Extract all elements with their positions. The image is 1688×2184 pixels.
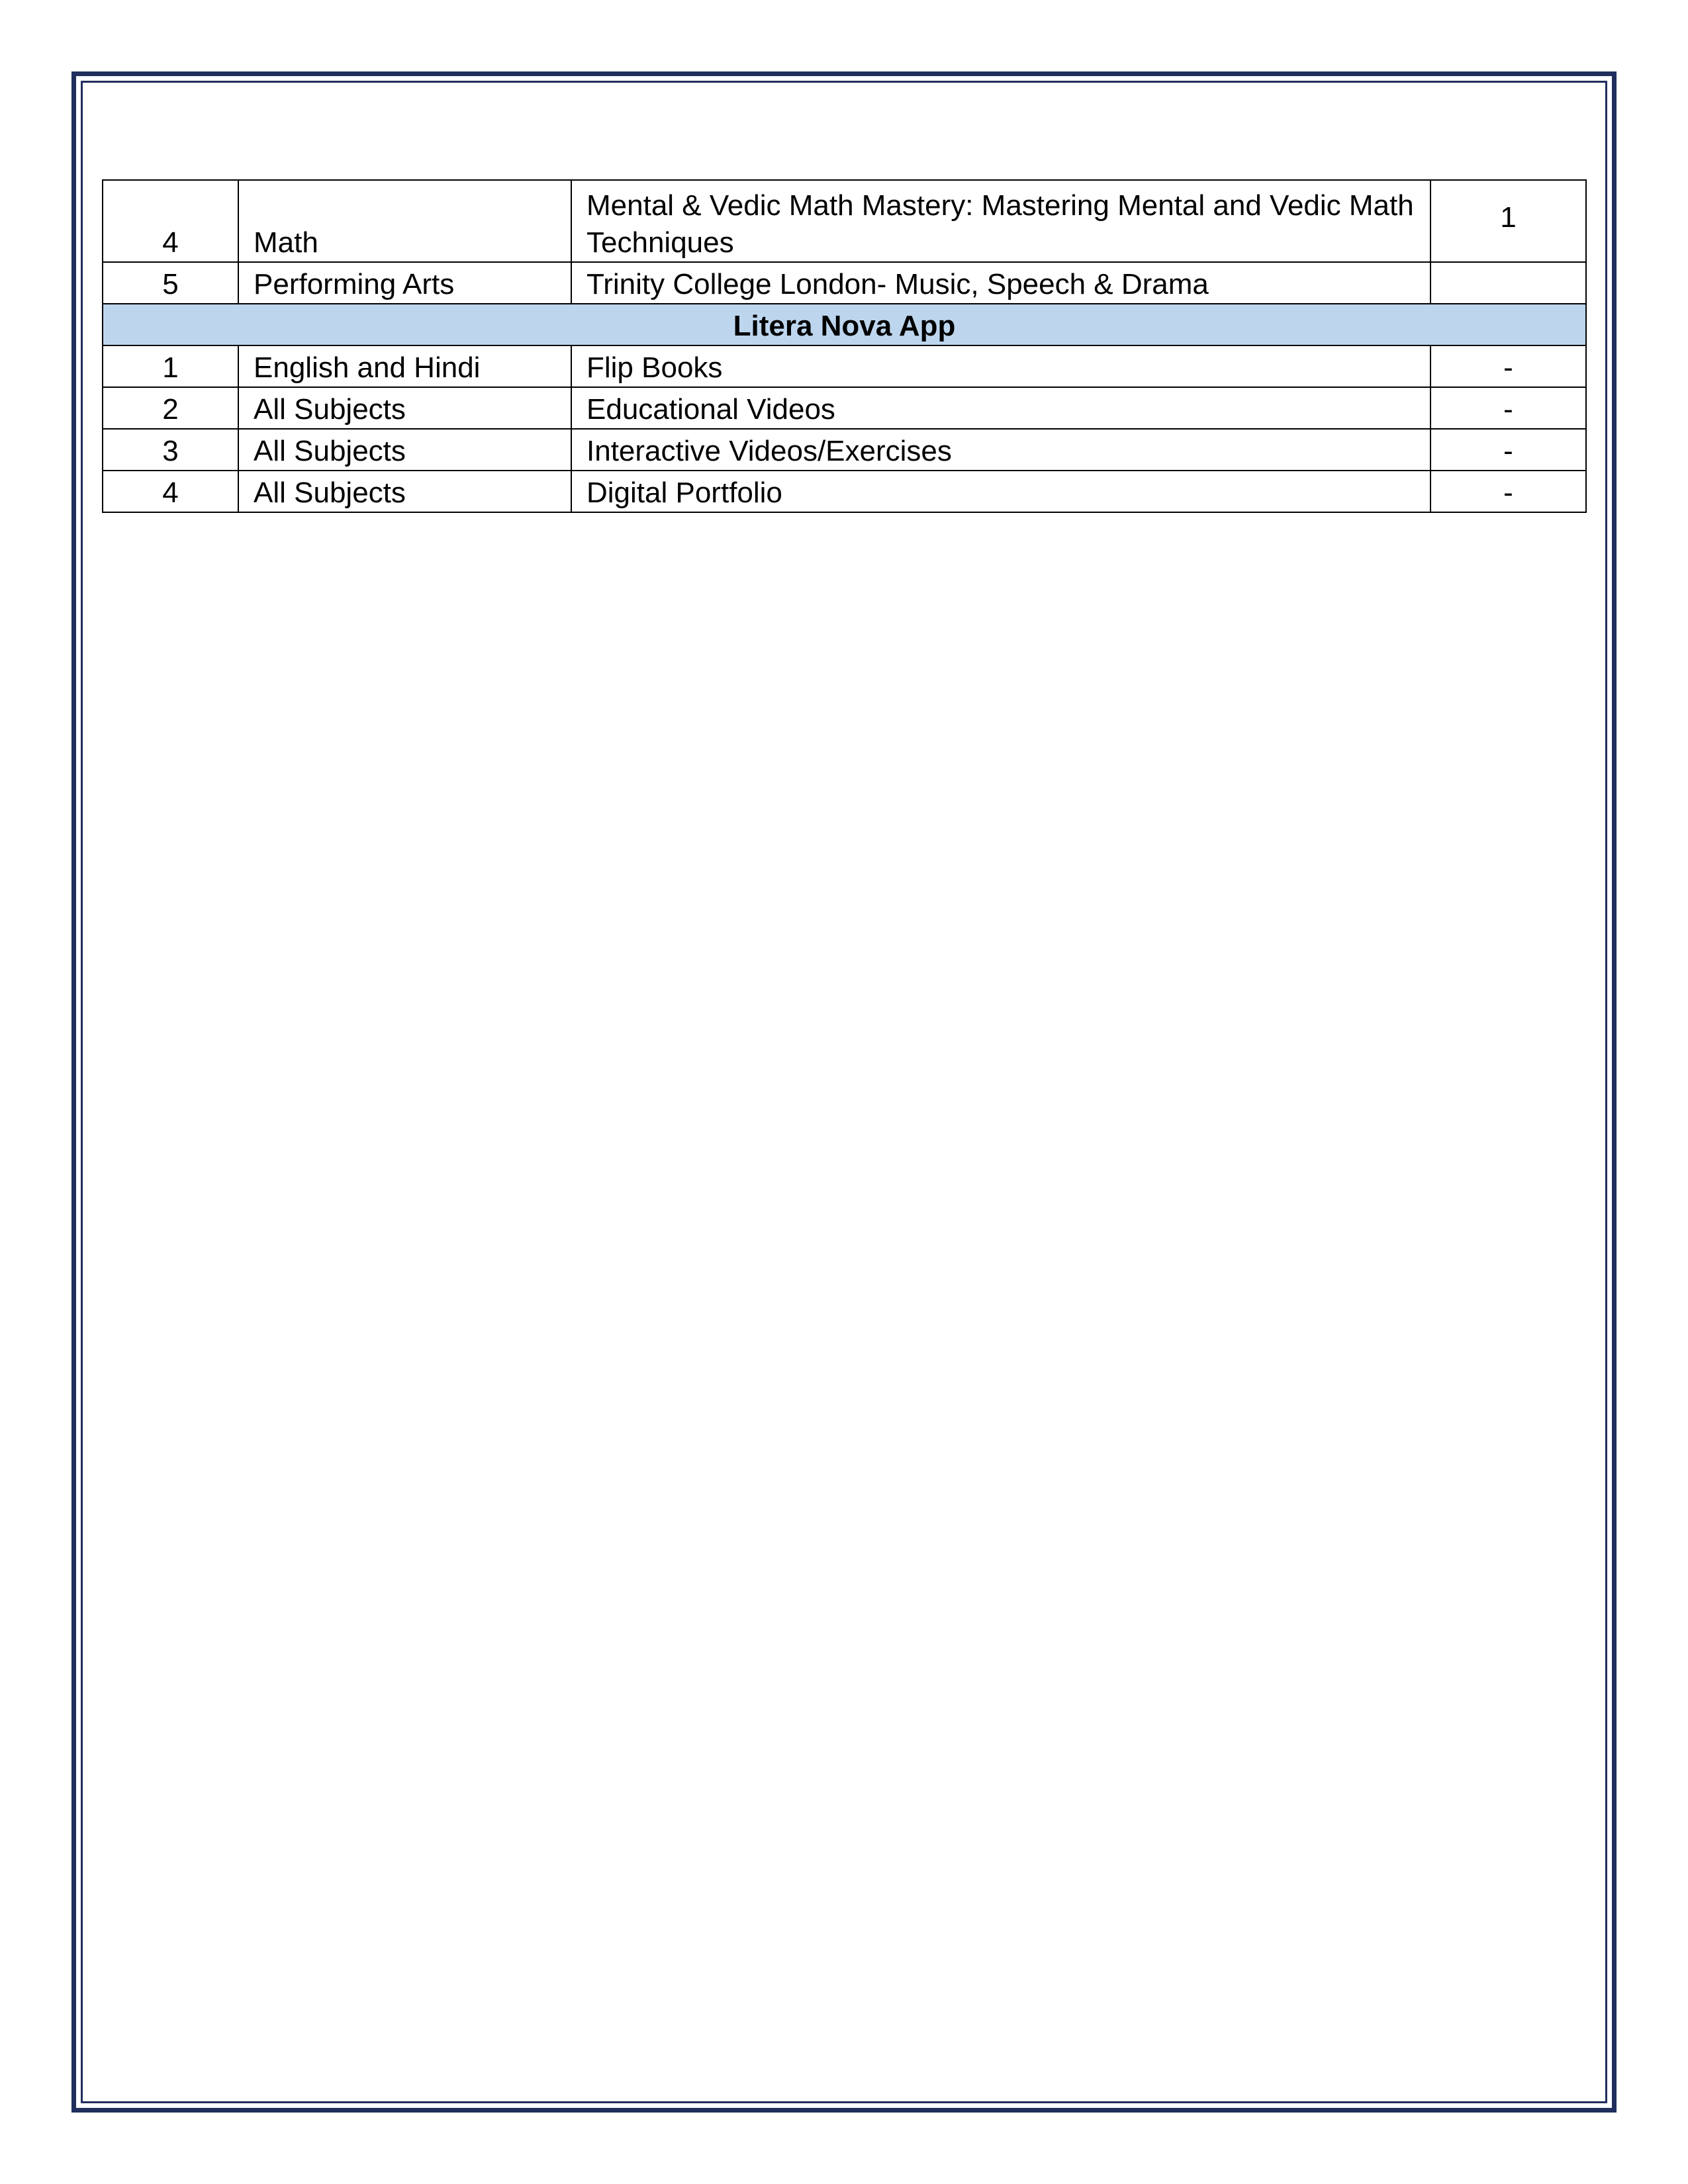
- row-subject: English and Hindi: [238, 345, 571, 387]
- row-title: Trinity College London- Music, Speech & Drama: [571, 262, 1430, 304]
- row-quantity: -: [1430, 387, 1586, 429]
- row-title: Mental & Vedic Math Mastery: Mastering Mental and Vedic Math Techniques: [571, 180, 1430, 262]
- table-row: [103, 345, 1586, 387]
- row-number: 5: [103, 262, 238, 304]
- section-title: Litera Nova App: [103, 304, 1586, 345]
- table-row: [103, 180, 1586, 262]
- row-quantity: -: [1430, 429, 1586, 471]
- row-title: Digital Portfolio: [571, 471, 1430, 512]
- row-quantity: 1: [1430, 180, 1586, 262]
- table-row: [103, 429, 1586, 471]
- table-row: [103, 471, 1586, 512]
- row-subject: All Subjects: [238, 387, 571, 429]
- row-subject: All Subjects: [238, 429, 571, 471]
- row-title: Educational Videos: [571, 387, 1430, 429]
- table-row: [103, 387, 1586, 429]
- row-number: 2: [103, 387, 238, 429]
- row-number: 4: [103, 471, 238, 512]
- row-quantity: -: [1430, 345, 1586, 387]
- row-subject: All Subjects: [238, 471, 571, 512]
- row-number: 1: [103, 345, 238, 387]
- row-title: Flip Books: [571, 345, 1430, 387]
- row-quantity: -: [1430, 471, 1586, 512]
- resources-table: [102, 179, 1587, 513]
- section-header-row: [103, 304, 1586, 345]
- row-quantity: [1430, 262, 1586, 304]
- row-number: 4: [103, 180, 238, 262]
- table-row: [103, 262, 1586, 304]
- row-subject: Math: [238, 180, 571, 262]
- row-number: 3: [103, 429, 238, 471]
- row-title: Interactive Videos/Exercises: [571, 429, 1430, 471]
- row-subject: Performing Arts: [238, 262, 571, 304]
